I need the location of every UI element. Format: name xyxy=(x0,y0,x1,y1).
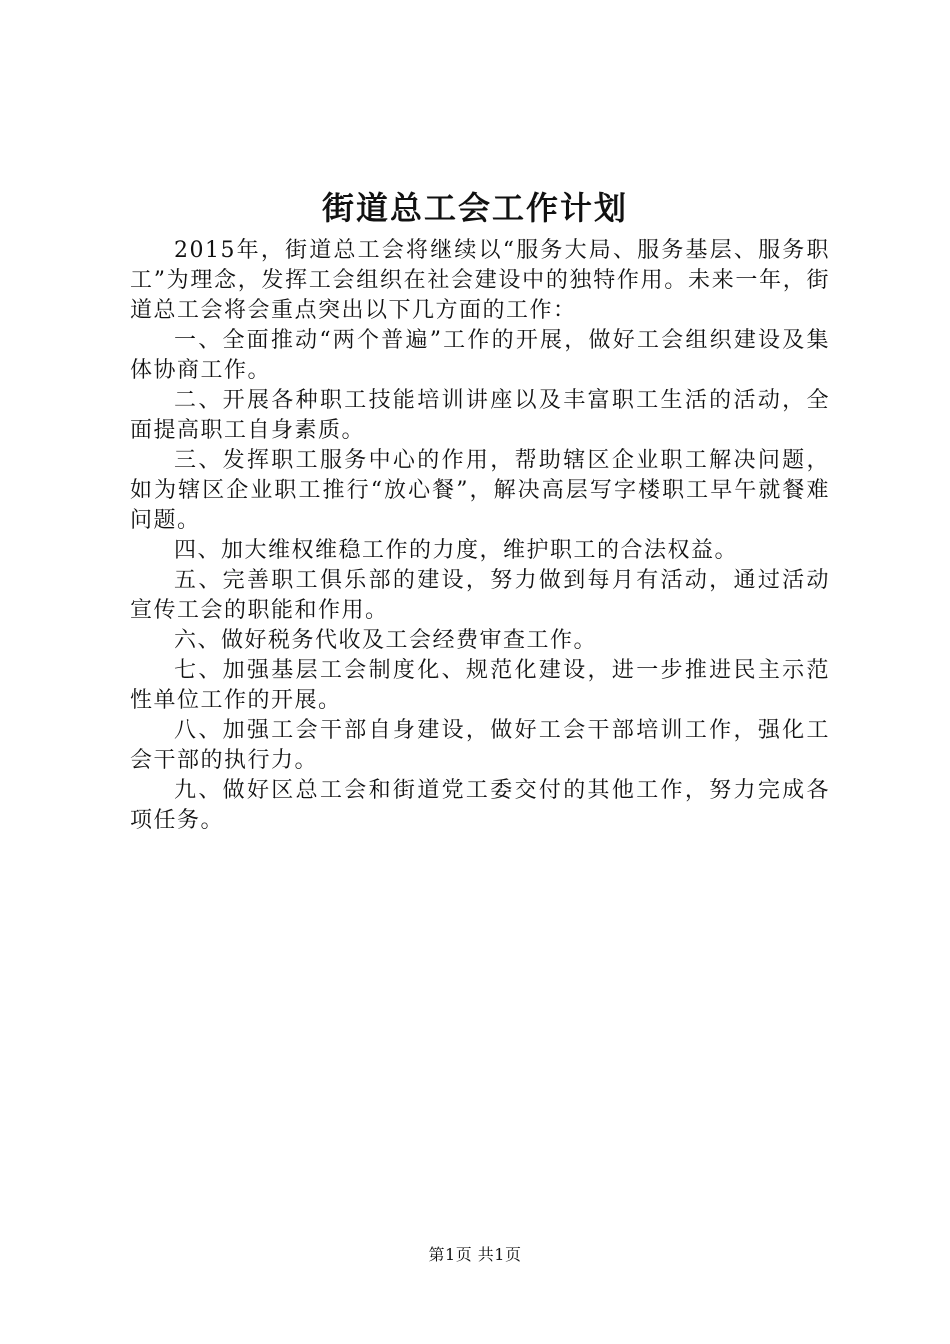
item-paragraph-8: 八、加强工会干部自身建设，做好工会干部培训工作，强化工会干部的执行力。 xyxy=(130,718,830,773)
intro-paragraph: 2015年，街道总工会将继续以“服务大局、服务基层、服务职工”为理念，发挥工会组织在社会建设中的独特作用。未来一年，街道总工会将会重点突出以下几方面的工作： xyxy=(130,238,830,323)
item-paragraph-3: 三、发挥职工服务中心的作用，帮助辖区企业职工解决问题，如为辖区企业职工推行“放心餐”，解决高层写字楼职工早午就餐难问题。 xyxy=(130,448,830,533)
item-paragraph-7: 七、加强基层工会制度化、规范化建设，进一步推进民主示范性单位工作的开展。 xyxy=(130,658,830,713)
item-paragraph-5: 五、完善职工俱乐部的建设，努力做到每月有活动，通过活动宣传工会的职能和作用。 xyxy=(130,568,830,623)
item-paragraph-2: 二、开展各种职工技能培训讲座以及丰富职工生活的活动，全面提高职工自身素质。 xyxy=(130,388,830,443)
document-title: 街道总工会工作计划 xyxy=(321,189,628,227)
item-paragraph-9: 九、做好区总工会和街道党工委交付的其他工作，努力完成各项任务。 xyxy=(130,778,830,833)
document-body xyxy=(130,236,830,836)
item-paragraph-4: 四、加大维权维稳工作的力度，维护职工的合法权益。 xyxy=(174,538,739,563)
item-paragraph-6: 六、做好税务代收及工会经费审查工作。 xyxy=(174,628,598,653)
item-paragraph-1: 一、全面推动“两个普遍”工作的开展，做好工会组织建设及集体协商工作。 xyxy=(130,328,830,383)
page-footer: 第1页 共1页 xyxy=(428,1245,522,1264)
